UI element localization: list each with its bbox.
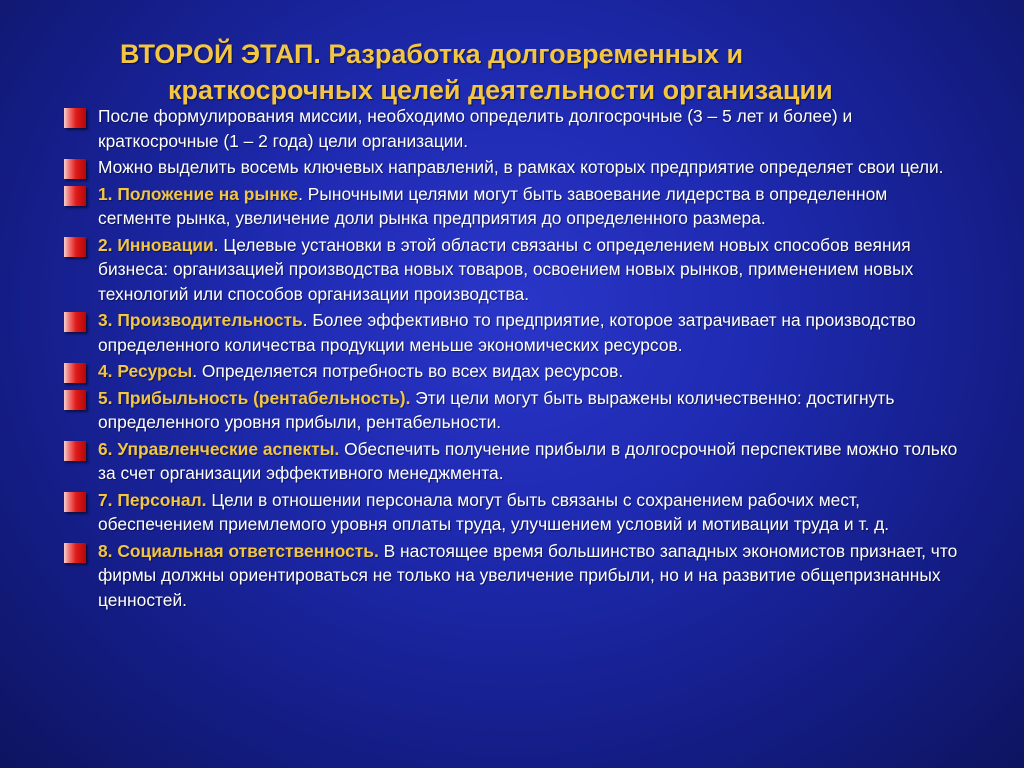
bullet-item	[64, 104, 964, 153]
bullet-heading: 3. Производительность	[98, 310, 303, 330]
bullet-heading: 1. Положение на рынке	[98, 183, 299, 204]
bullet-text: Можно выделить восемь ключевых направлений, в рамках которых предприятие определяет свои цели.	[98, 157, 944, 177]
square-bullet-icon	[64, 186, 86, 206]
bullet-item	[64, 386, 964, 435]
bullet-text: Эти цели могут быть выражены количественно: достигнуть определенного уровня прибыли, рентабельности.	[98, 387, 895, 432]
bullet-text: Цели в отношении персонала могут быть связаны с сохранением рабочих мест, обеспечением приемлемого уровня оплаты труда, улучшением условий и мотивации труда и т. д.	[98, 489, 890, 534]
bullet-item	[64, 155, 964, 180]
square-bullet-icon	[64, 312, 86, 332]
bullet-item	[64, 233, 964, 307]
square-bullet-icon	[64, 237, 86, 257]
bullet-text: . Рыночными целями могут быть завоевание лидерства в определенном сегменте рынка, увеличение доли рынка предприятия до определенного размера.	[98, 183, 888, 228]
bullet-heading: 8. Социальная ответственность.	[98, 540, 379, 561]
title-line-2: краткосрочных целей деятельности организации	[168, 75, 833, 105]
bullet-text: . Целевые установки в этой области связаны с определением новых способов веяния бизнеса: организацией производства новых товаров, освоением новых рынков, применением новых технологий или способов организации производства.	[98, 234, 914, 304]
bullet-text: . Определяется потребность во всех видах ресурсов.	[192, 361, 624, 381]
bullet-item	[64, 359, 964, 384]
bullet-text: В настоящее время большинство западных экономистов признает, что фирмы должны ориентироваться не только на увеличение прибыли, но и на развитие общепризнанных ценностей.	[98, 540, 958, 610]
bullet-item	[64, 308, 964, 357]
bullet-heading: 6. Управленческие аспекты.	[98, 438, 340, 459]
bullet-heading: 4. Ресурсы	[98, 361, 193, 381]
slide-title	[120, 36, 920, 108]
square-bullet-icon	[64, 390, 86, 410]
bullet-text: После формулирования миссии, необходимо определить долгосрочные (3 – 5 лет и более) и краткосрочные (1 – 2 года) цели организации.	[98, 106, 853, 151]
bullet-item	[64, 437, 964, 486]
bullet-list	[64, 104, 964, 614]
bullet-text: Обеспечить получение прибыли в долгосрочной перспективе можно только за счет организации эффективного менеджмента.	[98, 438, 958, 483]
bullet-item	[64, 488, 964, 537]
bullet-text: . Более эффективно то предприятие, которое затрачивает на производство определенного количества продукции меньше экономических ресурсов.	[98, 310, 916, 355]
square-bullet-icon	[64, 159, 86, 179]
square-bullet-icon	[64, 492, 86, 512]
square-bullet-icon	[64, 543, 86, 563]
bullet-heading: 5. Прибыльность (рентабельность).	[98, 387, 411, 408]
bullet-item	[64, 539, 964, 613]
bullet-heading: 2. Инновации	[98, 234, 214, 255]
bullet-heading: 7. Персонал.	[98, 489, 207, 510]
square-bullet-icon	[64, 108, 86, 128]
square-bullet-icon	[64, 441, 86, 461]
square-bullet-icon	[64, 363, 86, 383]
bullet-item	[64, 182, 964, 231]
title-line-1: ВТОРОЙ ЭТАП. Разработка долговременных и	[120, 39, 744, 69]
